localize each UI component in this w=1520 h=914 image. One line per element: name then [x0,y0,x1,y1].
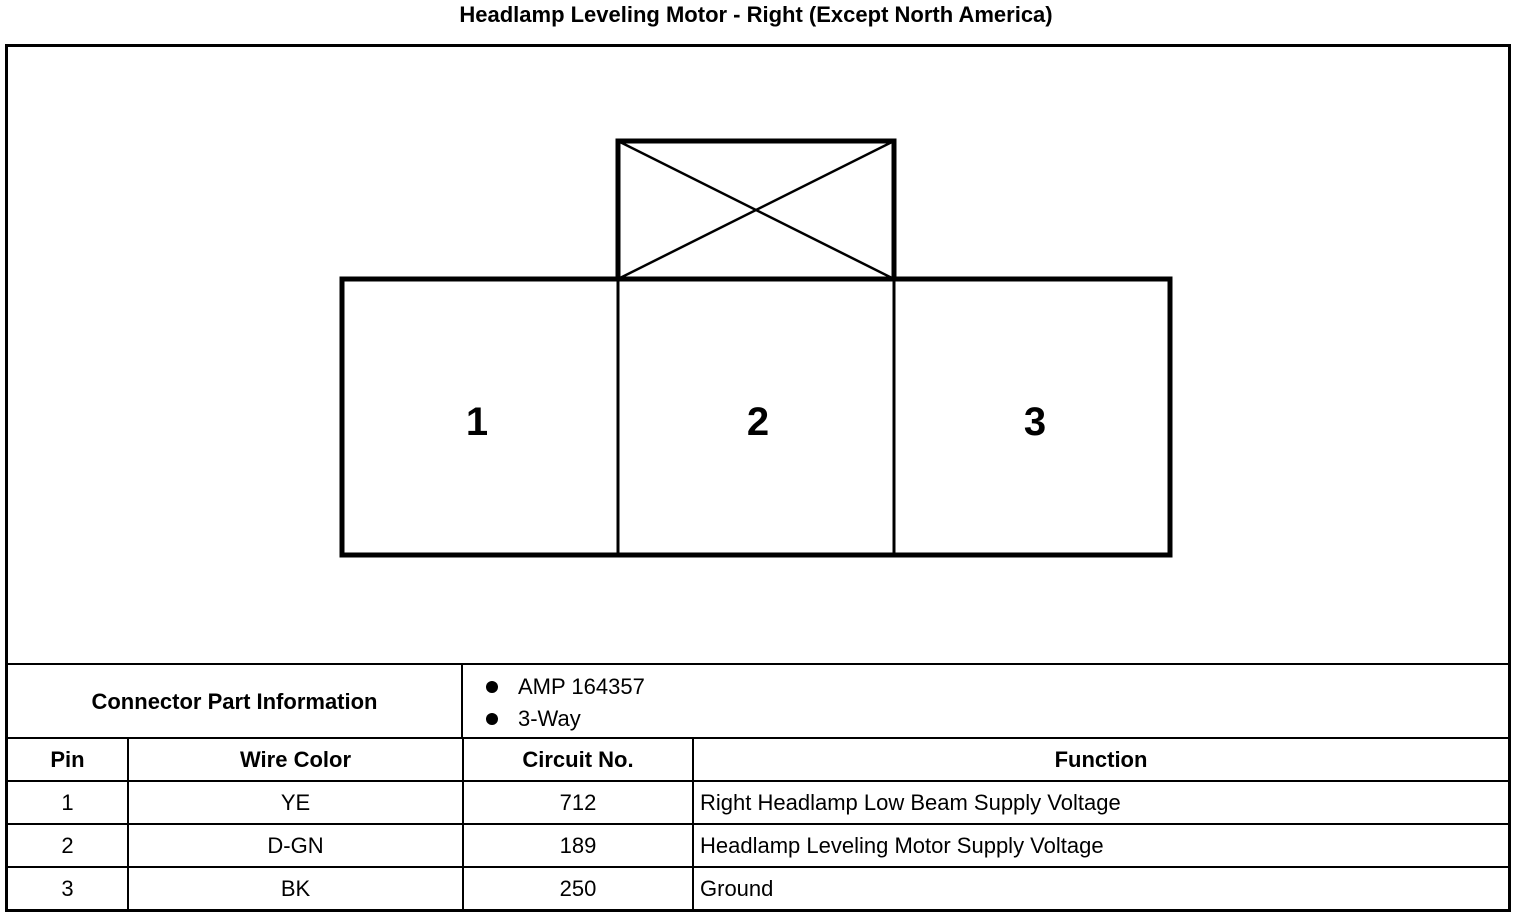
bullet-icon [486,713,498,725]
connector-face-diagram [8,47,1508,663]
table-row [8,867,1508,909]
cavity-1-label: 1 [465,400,489,444]
cell-wire-color: BK [128,867,463,909]
cell-function: Ground [700,875,774,901]
cell-circuit-no: 250 [463,867,693,909]
part-info-label: Connector Part Information [8,665,463,739]
connector-frame [5,44,1511,912]
diagram-title: Headlamp Leveling Motor - Right (Except North America) [459,2,1053,27]
cell-pin: 1 [8,781,128,824]
bullet-icon [486,681,498,693]
part-info-item [486,703,645,735]
table-row [8,824,1508,867]
cell-function: Right Headlamp Low Beam Supply Voltage [693,781,1508,824]
cell-pin: 3 [8,867,128,909]
part-info-item [486,671,645,703]
part-number: AMP 164357 [518,674,645,699]
header-pin: Pin [8,739,128,781]
connector-part-info-row [8,663,1508,739]
header-function: Function [693,739,1508,781]
table-header-row [8,739,1508,781]
cell-function: Headlamp Leveling Motor Supply Voltage [693,824,1508,867]
cavity-count: 3-Way [518,706,581,731]
pinout-table [8,739,1508,909]
latch-tab [618,141,894,279]
cavity-3-label: 3 [1023,400,1047,444]
part-info-list [486,671,645,735]
header-wire-color: Wire Color [128,739,463,781]
cell-wire-color: YE [128,781,463,824]
cell-circuit-no: 712 [463,781,693,824]
header-circuit-no: Circuit No. [463,739,693,781]
cell-circuit-no: 189 [463,824,693,867]
table-row [8,781,1508,824]
cavity-2-label: 2 [746,400,770,444]
cell-wire-color: D-GN [128,824,463,867]
cell-pin: 2 [8,824,128,867]
